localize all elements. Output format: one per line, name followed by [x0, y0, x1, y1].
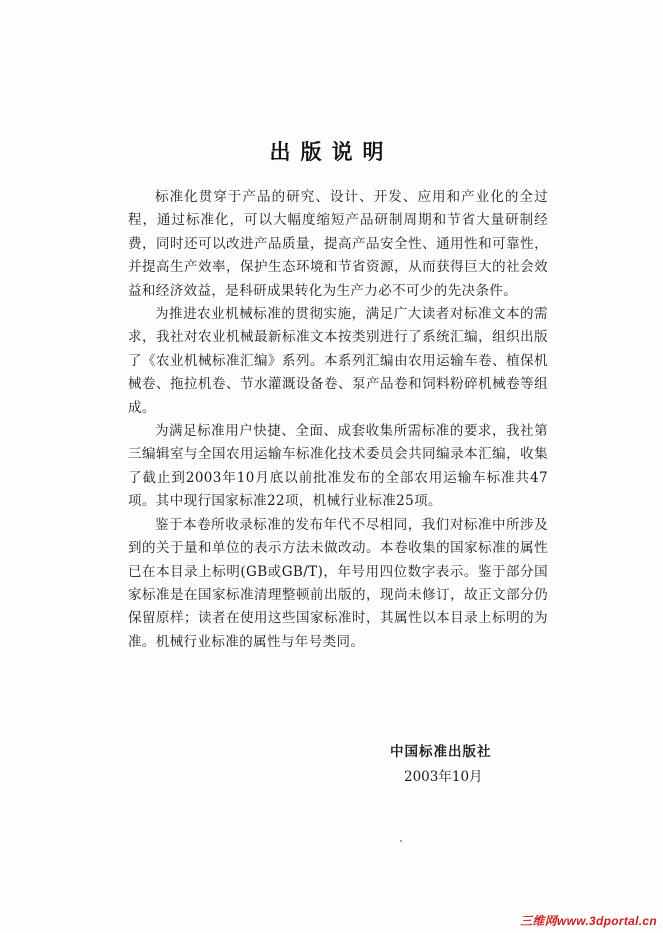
paragraph-standardization: 标准化贯穿于产品的研究、设计、开发、应用和产业化的全过程，通过标准化，可以大幅度缩短产品研制周期和节省大量研制经费，同时还可以改进产品质量，提高产品安全性、通用性和可靠性，并提高生产效率，保护生态环境和节省资源，从而获得巨大的社会效益和经济效益，是科研成果转化为生产力必不可少的先决条件。: [128, 189, 548, 299]
paragraph-notes: 鉴于本卷所收录标准的发布年代不尽相同，我们对标准中所涉及到的关于量和单位的表示方法未做改动。本卷收集的国家标准的属性已在本目录上标明(GB或GB/T)，年号用四位数字表示。鉴于部分国家标准是在国家标准清理整顿前出版的，现尚未修订，故正文部分仍保留原样；读者在使用这些国家标准时，其属性以本目录上标明的为准。机械行业标准的属性与年号类同。: [128, 516, 548, 650]
body-text: [128, 186, 548, 654]
speck-mark: [400, 840, 402, 842]
signature-block: [390, 740, 550, 790]
publisher-name: 中国标准出版社: [390, 744, 492, 760]
site-watermark: 三维网www.3dportal.cn: [520, 914, 657, 928]
page-title: 出版说明: [269, 139, 394, 164]
paragraph-series: 为推进农业机械标准的贯彻实施，满足广大读者对标准文本的需求，我社对农业机械最新标准文本按类别进行了系统汇编，组织出版了《农业机械标准汇编》系列。本系列汇编由农用运输车卷、植保机械卷、拖拉机卷、节水灌溉设备卷、泵产品卷和饲料粉碎机械卷等组成。: [128, 306, 548, 416]
paragraph-collection: 为满足标准用户快捷、全面、成套收集所需标准的要求，我社第三编辑室与全国农用运输车标准化技术委员会共同编录本汇编，收集了截止到2003年10月底以前批准发布的全部农用运输车标准共47项。其中现行国家标准22项，机械行业标准25项。: [128, 423, 548, 510]
publication-date: 2003年10月: [404, 769, 483, 785]
